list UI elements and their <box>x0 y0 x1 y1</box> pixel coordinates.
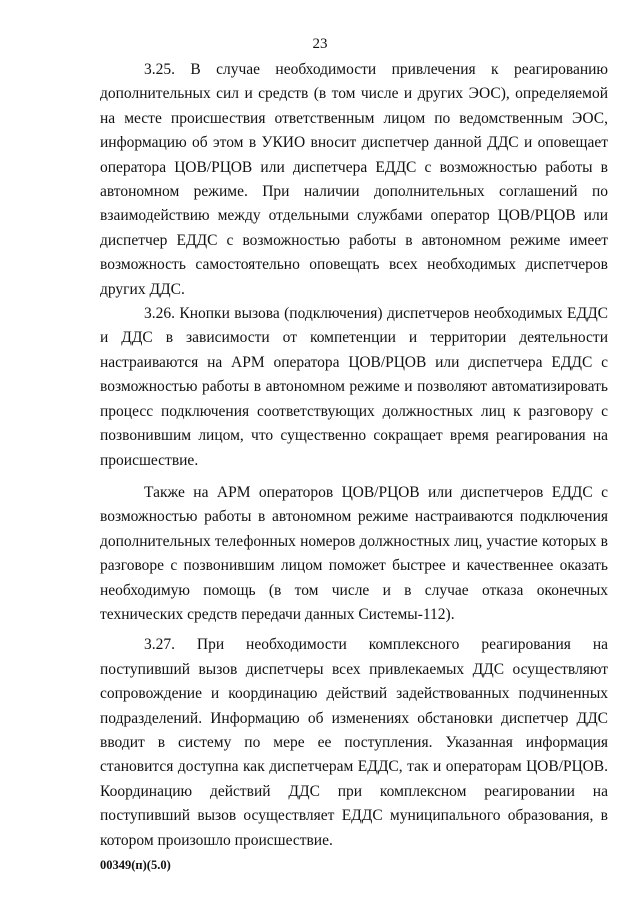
document-body <box>100 58 608 853</box>
paragraph-3-26-continued: Также на АРМ операторов ЦОВ/РЦОВ или диспетчеров ЕДДС с возможностью работы в автономном режиме настраиваются подключения дополнительных телефонных номеров должностных лиц, участие которых в разговоре с позвонившим лицом поможет быстрее и качественнее оказать необходимую помощь (в том числе и в случае отказа оконечных технических средств передачи данных Системы-112). <box>100 483 608 623</box>
page-number: 23 <box>312 36 328 52</box>
document-code: 00349(п)(5.0) <box>100 858 171 872</box>
paragraph-3-27: 3.27. При необходимости комплексного реагирования на поступивший вызов диспетчеры всех привлекаемых ДДС осуществляют сопровождение и координацию действий задействованных подчиненных подразделений. Информацию об изменениях обстановки диспетчер ДДС вводит в систему по мере ее поступления. Указанная информация становится доступна как диспетчерам ЕДДС, так и операторам ЦОВ/РЦОВ. Координацию действий ДДС при комплексном реагировании на поступивший вызов осуществляет ЕДДС муниципального образования, в котором произошло происшествие. <box>100 636 608 849</box>
paragraph-3-25: 3.25. В случае необходимости привлечения к реагированию дополнительных сил и средств (в том числе и других ЭОС), определяемой на месте происшествия ответственным лицом по ведомственным ЭОС, информацию об этом в УКИО вносит диспетчер данной ДДС и оповещает оператора ЦОВ/РЦОВ или диспетчера ЕДДС с возможностью работы в автономном режиме. При наличии дополнительных соглашений по взаимодействию между отдельными службами оператор ЦОВ/РЦОВ или диспетчер ЕДДС с возможностью работы в автономном режиме имеет возможность самостоятельно оповещать всех необходимых диспетчеров других ДДС. <box>100 61 608 298</box>
paragraph-3-26: 3.26. Кнопки вызова (подключения) диспетчеров необходимых ЕДДС и ДДС в зависимости от компетенции и территории деятельности настраиваются на АРМ оператора ЦОВ/РЦОВ или диспетчера ЕДДС с возможностью работы в автономном режиме и позволяют автоматизировать процесс подключения соответствующих должностных лиц к разговору с позвонившим лицом, что существенно сокращает время реагирования на происшествие. <box>100 305 608 469</box>
